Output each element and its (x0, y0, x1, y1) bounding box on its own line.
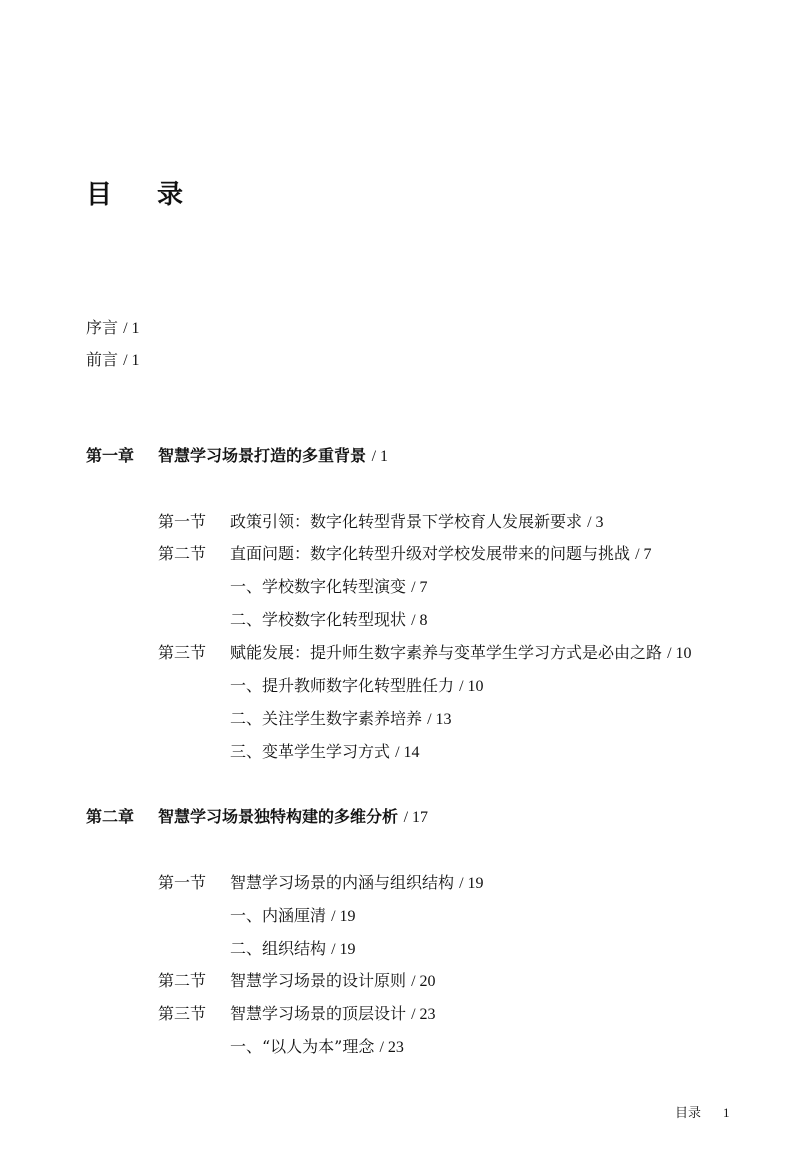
toc-section-entry[interactable] (158, 512, 604, 533)
toc-entry-title: 二、关注学生数字素养培养 (230, 709, 423, 728)
toc-page-number: / 19 (459, 875, 484, 892)
toc-chapter-heading[interactable] (86, 446, 388, 467)
toc-page-number: / 23 (379, 1039, 404, 1056)
toc-chapter-label: 第二章 (86, 807, 135, 826)
toc-subsection-entry[interactable] (230, 1037, 404, 1058)
toc-entry-title: 二、组织结构 (230, 939, 327, 958)
toc-entry-title: 智慧学习场景的顶层设计 (230, 1004, 407, 1023)
toc-section-label: 第三节 (158, 643, 207, 662)
toc-subsection-entry[interactable] (230, 610, 428, 631)
toc-page-number: / 19 (331, 908, 356, 925)
toc-section-entry[interactable] (158, 971, 436, 992)
toc-page-number: / 10 (667, 645, 692, 662)
toc-entry-title: 序言 (86, 318, 119, 337)
toc-page-number: / 14 (395, 744, 420, 761)
toc-section-label: 第二节 (158, 544, 207, 563)
toc-page-number: / 7 (411, 579, 428, 596)
toc-page-number: / 23 (411, 1006, 436, 1023)
toc-entry-title: 赋能发展：提升师生数字素养与变革学生学习方式是必由之路 (230, 643, 663, 662)
toc-chapter-heading[interactable] (86, 807, 428, 828)
toc-page-number: / 1 (123, 352, 140, 369)
toc-subsection-entry[interactable] (230, 742, 420, 763)
toc-subsection-entry[interactable] (230, 939, 356, 960)
toc-chapter-title: 智慧学习场景独特构建的多维分析 (158, 807, 399, 826)
toc-page-number: / 1 (371, 448, 389, 465)
toc-entry-title: 智慧学习场景的内涵与组织结构 (230, 873, 455, 892)
toc-page-number: / 10 (459, 678, 484, 695)
toc-page-number: / 3 (587, 514, 604, 531)
toc-entry-title: 一、内涵厘清 (230, 906, 327, 925)
page-footer (675, 1102, 730, 1121)
toc-chapter-label: 第一章 (86, 446, 135, 465)
toc-entry-title: 一、提升教师数字化转型胜任力 (230, 676, 455, 695)
toc-section-label: 第一节 (158, 873, 207, 892)
toc-front-item[interactable] (86, 318, 140, 339)
toc-entry-title: 二、学校数字化转型现状 (230, 610, 407, 629)
toc-subsection-entry[interactable] (230, 709, 452, 730)
toc-entry-title: 一、“以人为本”理念 (230, 1037, 375, 1056)
toc-entry-title: 智慧学习场景的设计原则 (230, 971, 407, 990)
toc-page-number: / 17 (403, 809, 429, 826)
toc-subsection-entry[interactable] (230, 577, 428, 598)
toc-entry-title: 政策引领：数字化转型背景下学校育人发展新要求 (230, 512, 583, 531)
page-title: 目 录 (86, 180, 202, 210)
toc-section-entry[interactable] (158, 643, 692, 664)
toc-chapter-title: 智慧学习场景打造的多重背景 (158, 446, 367, 465)
toc-page-number: / 1 (123, 320, 140, 337)
footer-page-number: 1 (723, 1105, 730, 1120)
toc-section-label: 第二节 (158, 971, 207, 990)
toc-section-label: 第一节 (158, 512, 207, 531)
toc-subsection-entry[interactable] (230, 676, 484, 697)
toc-entry-title: 直面问题：数字化转型升级对学校发展带来的问题与挑战 (230, 544, 631, 563)
toc-section-entry[interactable] (158, 544, 652, 565)
toc-subsection-entry[interactable] (230, 906, 356, 927)
toc-section-entry[interactable] (158, 1004, 436, 1025)
toc-section-label: 第三节 (158, 1004, 207, 1023)
toc-page-number: / 8 (411, 612, 428, 629)
toc-entry-title: 一、学校数字化转型演变 (230, 577, 407, 596)
toc-page-number: / 19 (331, 941, 356, 958)
toc-front-item[interactable] (86, 350, 140, 371)
toc-page-number: / 13 (427, 711, 452, 728)
toc-section-entry[interactable] (158, 873, 484, 894)
toc-entry-title: 三、变革学生学习方式 (230, 742, 391, 761)
toc-page-number: / 20 (411, 973, 436, 990)
toc-page-number: / 7 (635, 546, 652, 563)
footer-label: 目录 (675, 1106, 702, 1121)
toc-entry-title: 前言 (86, 350, 119, 369)
